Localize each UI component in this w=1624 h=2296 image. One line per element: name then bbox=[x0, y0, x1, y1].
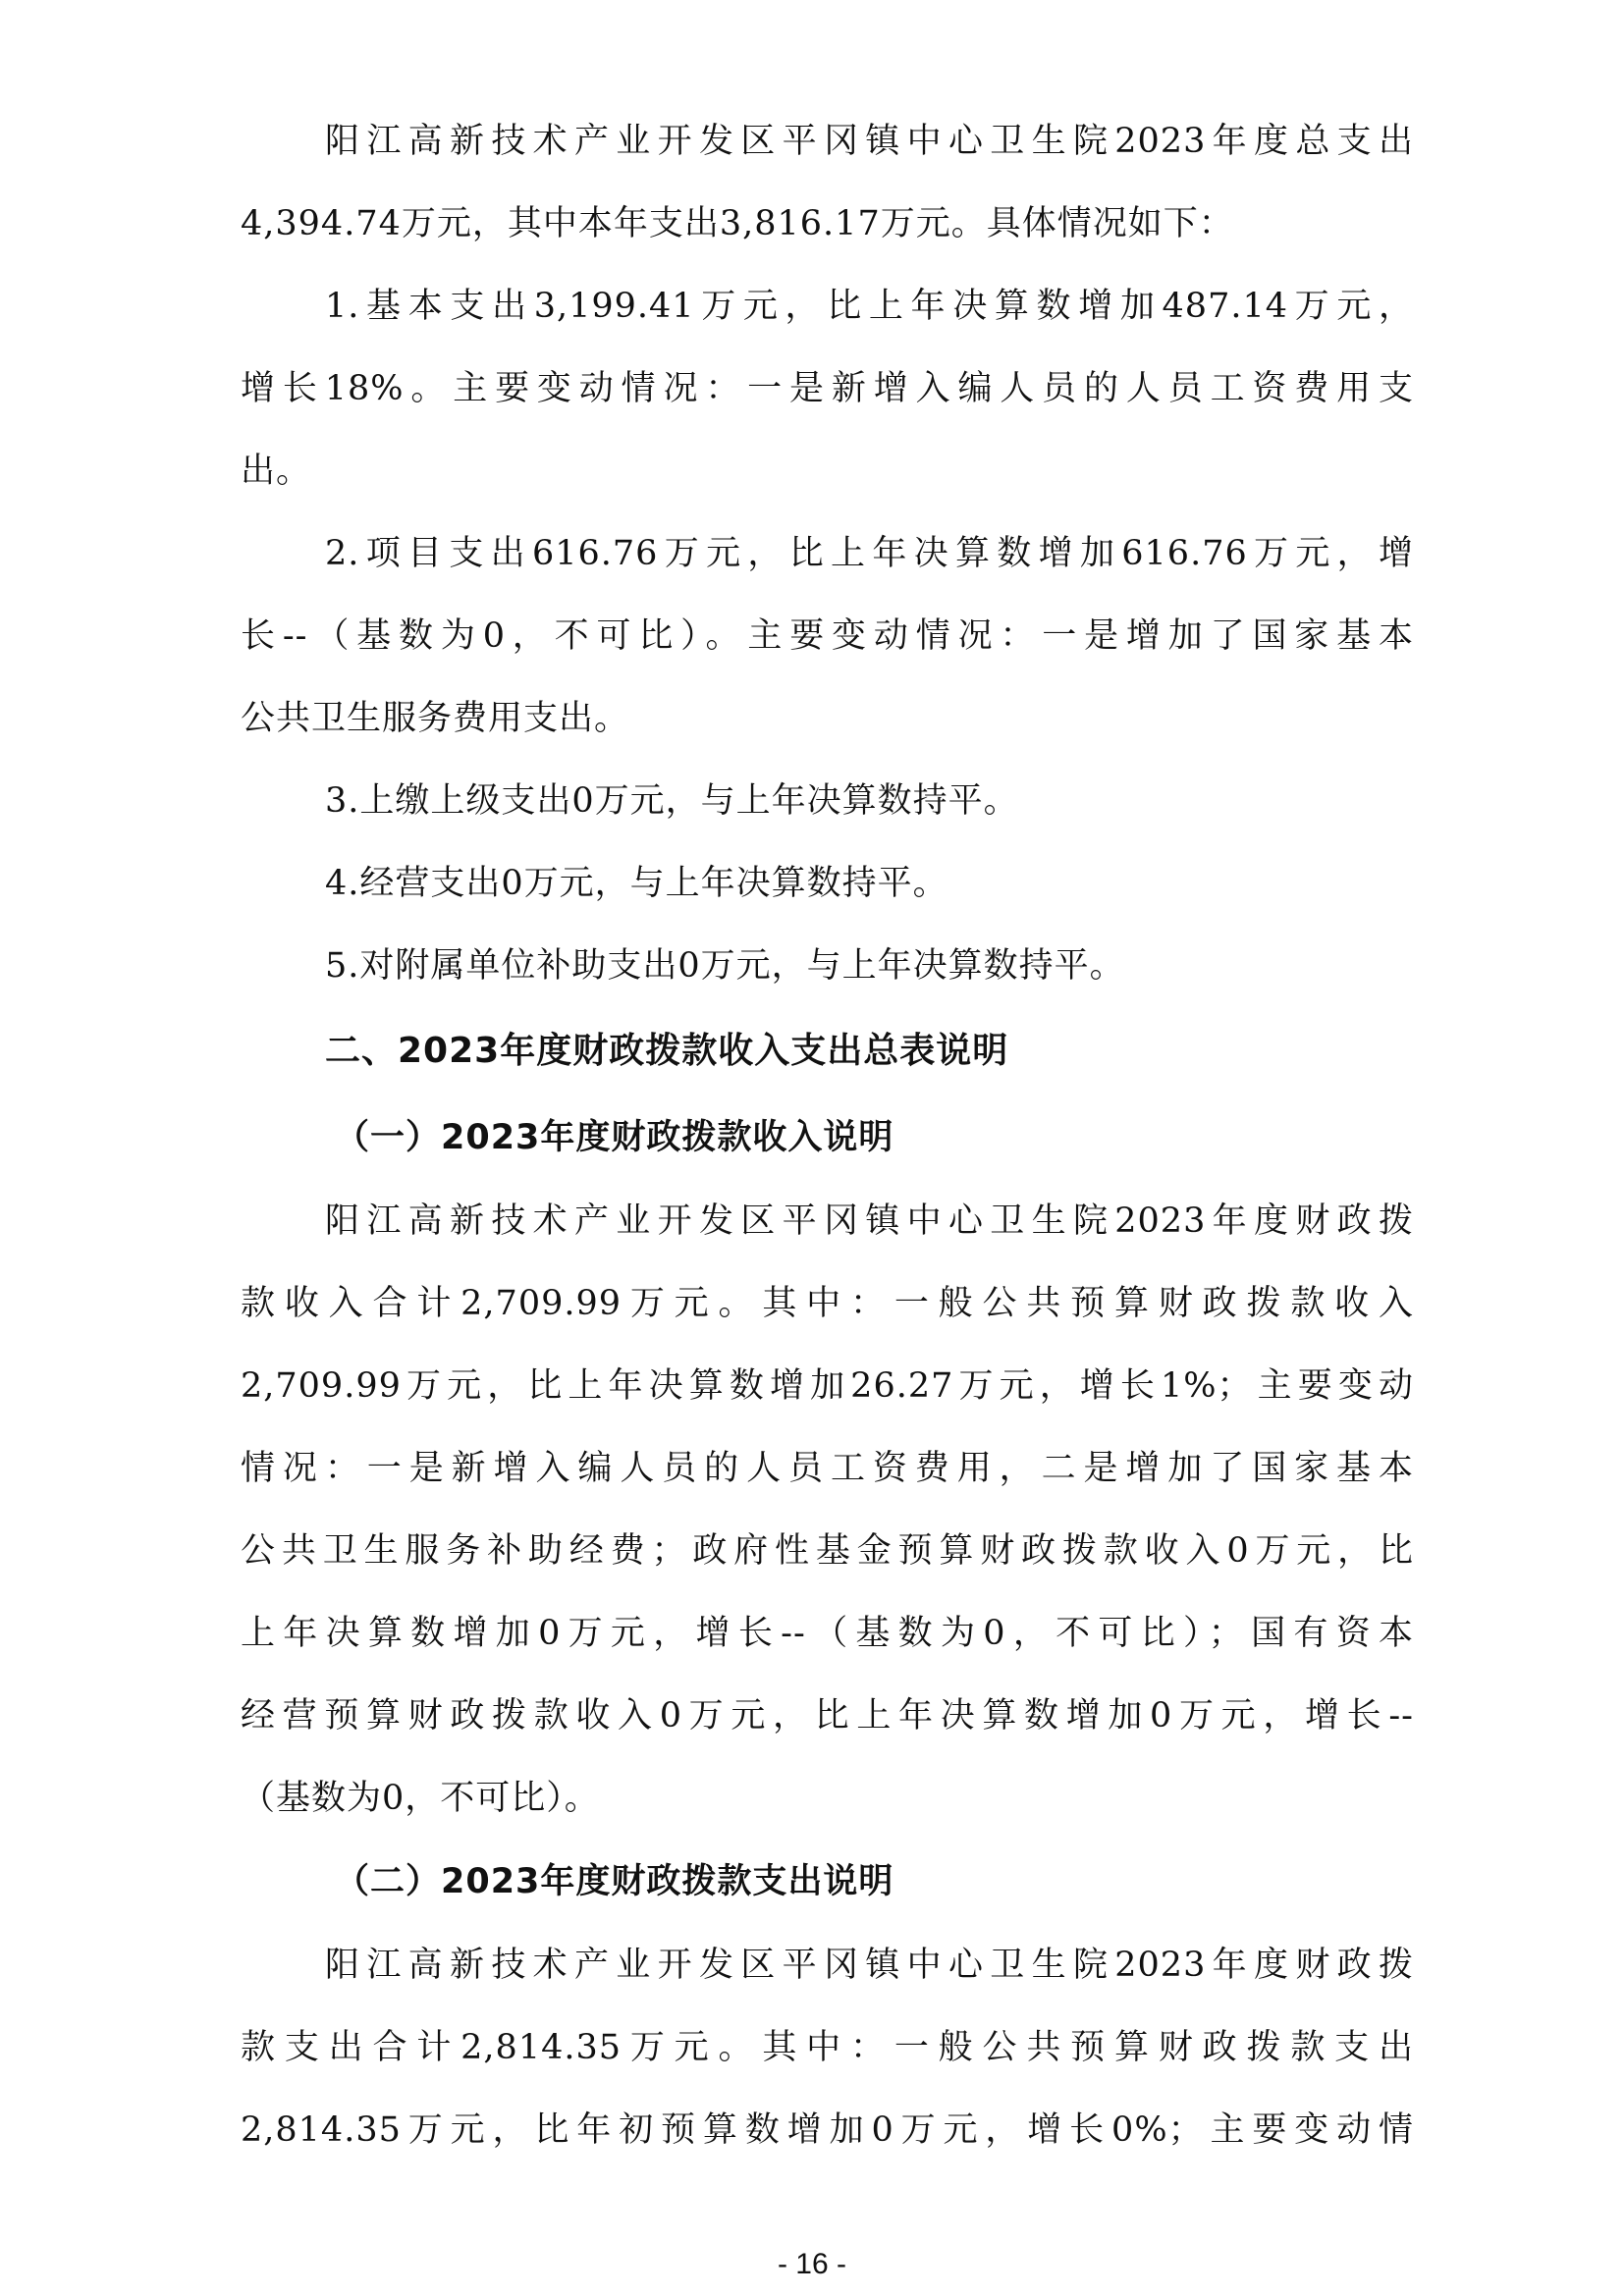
text-line: 公共卫生服务费用支出。 bbox=[241, 699, 630, 738]
text-line: 上年决算数增加0万元，增长--（基数为0，不可比）；国有资本 bbox=[241, 1614, 1414, 1653]
page-number: - 16 - bbox=[777, 2248, 847, 2280]
text-line: 增长18%。主要变动情况：一是新增入编人员的人员工资费用支 bbox=[241, 369, 1414, 408]
document-body bbox=[241, 100, 1414, 2171]
text-line: 2,814.35万元，比年初预算数增加0万元，增长0%；主要变动情 bbox=[241, 2110, 1414, 2150]
text-line: 1.基本支出3,199.41万元，比上年决算数增加487.14万元， bbox=[325, 287, 1414, 326]
text-line: 经营预算财政拨款收入0万元，比上年决算数增加0万元，增长-- bbox=[241, 1696, 1414, 1735]
text-line: 款支出合计2,814.35万元。其中：一般公共预算财政拨款支出 bbox=[241, 2028, 1414, 2067]
text-line: 长--（基数为0，不可比）。主要变动情况：一是增加了国家基本 bbox=[241, 616, 1414, 656]
subsection-heading: （二）2023年度财政拨款支出说明 bbox=[335, 1862, 894, 1901]
text-line: 阳江高新技术产业开发区平冈镇中心卫生院2023年度总支出 bbox=[325, 122, 1414, 161]
subsection-heading: （一）2023年度财政拨款收入说明 bbox=[335, 1118, 894, 1157]
text-line: 2.项目支出616.76万元，比上年决算数增加616.76万元，增 bbox=[325, 534, 1414, 573]
section-heading: 二、2023年度财政拨款收入支出总表说明 bbox=[325, 1031, 1009, 1071]
text-line: 2,709.99万元，比上年决算数增加26.27万元，增长1%；主要变动 bbox=[241, 1366, 1414, 1406]
text-line: 公共卫生服务补助经费；政府性基金预算财政拨款收入0万元，比 bbox=[241, 1531, 1414, 1571]
text-line: 4,394.74万元，其中本年支出3,816.17万元。具体情况如下： bbox=[241, 204, 1234, 243]
text-line: 款收入合计2,709.99万元。其中：一般公共预算财政拨款收入 bbox=[241, 1284, 1414, 1323]
text-line: 阳江高新技术产业开发区平冈镇中心卫生院2023年度财政拨 bbox=[325, 1946, 1414, 1985]
text-line: 3.上缴上级支出0万元，与上年决算数持平。 bbox=[325, 781, 1019, 821]
text-line: 4.经营支出0万元，与上年决算数持平。 bbox=[325, 864, 948, 903]
text-line: （基数为0，不可比）。 bbox=[241, 1779, 600, 1818]
text-line: 出。 bbox=[241, 452, 312, 491]
text-line: 情况：一是新增入编人员的人员工资费用，二是增加了国家基本 bbox=[241, 1449, 1414, 1488]
text-line: 阳江高新技术产业开发区平冈镇中心卫生院2023年度财政拨 bbox=[325, 1201, 1414, 1241]
text-line: 5.对附属单位补助支出0万元，与上年决算数持平。 bbox=[325, 946, 1125, 986]
